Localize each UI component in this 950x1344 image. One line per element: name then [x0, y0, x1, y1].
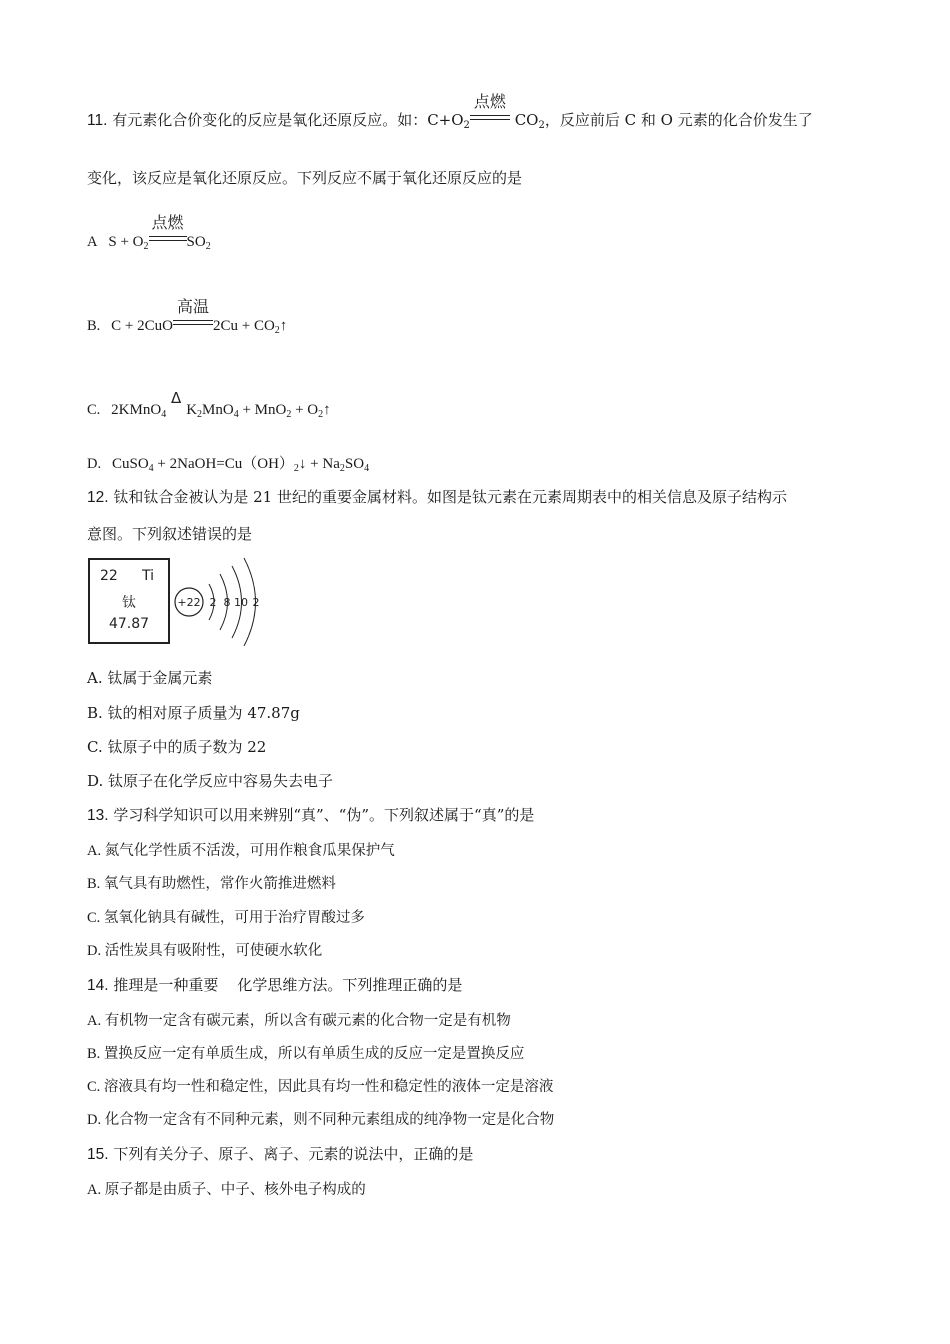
periodic-table-tile-titanium — [88, 558, 170, 644]
q11-stem-line2: 变化，该反应是氧化还原反应。下列反应不属于氧化还原反应的是 — [87, 169, 523, 187]
q13-option-d: D. 活性炭具有吸附性，可使硬水软化 — [87, 943, 323, 959]
q12-option-c: C. 钛原子中的质子数为 22 — [87, 738, 267, 756]
q14-stem: 14. 推理是一种重要 化学思维方法。下列推理正确的是 — [87, 976, 463, 994]
q15-number: 15. — [87, 1146, 109, 1163]
q11-text-after: ，反应前后 C 和 O 元素的化合价发生了 — [544, 111, 813, 129]
q14-option-a: A. 有机物一定含有碳元素，所以含有碳元素的化合物一定是有机物 — [87, 1013, 511, 1029]
q12-option-d: D. 钛原子在化学反应中容易失去电子 — [87, 772, 334, 790]
nucleus-charge: +22 — [177, 596, 201, 609]
q13-option-a: A. 氮气化学性质不活泼，可用作粮食瓜果保护气 — [87, 843, 395, 859]
q11-condition: 点燃 — [470, 105, 510, 125]
q12-stem-line2: 意图。下列叙述错误的是 — [87, 525, 253, 543]
q13-stem: 13. 学习科学知识可以用来辨别“真”、“伪”。下列叙述属于“真”的是 — [87, 806, 535, 824]
q11-option-a: A $S + O_2$ 点燃 $SO_2$ — [87, 213, 211, 252]
shell-2-electrons: 8 — [223, 596, 231, 609]
q11-product: CO — [514, 111, 539, 129]
q11a-condition: 点燃 — [149, 226, 187, 246]
q14-option-b: B. 置换反应一定有单质生成，所以有单质生成的反应一定是置换反应 — [87, 1046, 525, 1062]
q13-option-c: C. 氢氧化钠具有碱性，可用于治疗胃酸过多 — [87, 910, 365, 926]
q12-stem-line1: 12. 钛和钛合金被认为是 21 世纪的重要金属材料。如图是钛元素在元素周期表中的相关信息及原子结构示 — [87, 488, 787, 506]
q11-option-c: C. 2KMnO$_4$ Δ $K_2MnO_4 + MnO_2$ + $O_2↑$ — [87, 389, 331, 420]
q14-number: 14. — [87, 977, 109, 994]
q13-option-b: B. 氧气具有助燃性，常作火箭推进燃料 — [87, 876, 336, 892]
q13-number: 13. — [87, 807, 109, 824]
element-symbol: Ti — [141, 568, 154, 584]
shell-4-electrons: 2 — [252, 596, 260, 609]
element-name: 钛 — [122, 595, 136, 611]
q11c-condition: Δ — [171, 389, 182, 407]
q12-number: 12. — [87, 489, 109, 506]
q11-text-before: 有元素化合价变化的反应是氧化还原反应。如：C+O — [112, 111, 464, 129]
q12-option-a: A. 钛属于金属元素 — [87, 669, 213, 687]
atomic-structure-diagram — [173, 556, 265, 646]
q15-option-a: A. 原子都是由质子、中子、核外电子构成的 — [87, 1182, 366, 1198]
atomic-number: 22 — [100, 568, 118, 584]
q11-option-d: D. CuSO$_4$ + $2NaOH=Cu(OH)_2↓ + Na_2SO_4$ — [87, 456, 370, 474]
q11b-condition: 高温 — [173, 310, 213, 330]
shell-3-electrons: 10 — [234, 596, 248, 609]
q14-option-d: D. 化合物一定含有不同种元素，则不同种元素组成的纯净物一定是化合物 — [87, 1112, 555, 1128]
q15-stem: 15. 下列有关分子、原子、离子、元素的说法中，正确的是 — [87, 1145, 474, 1163]
q12-option-b: B. 钛的相对原子质量为 47.87g — [87, 704, 300, 722]
equals-sign-double — [470, 115, 510, 120]
q11-stem-line1: 11. 有元素化合价变化的反应是氧化还原反应。如：$C+O_2$ 点燃 $CO_2$，反应前后 C 和 O 元素的化合价发生了 — [87, 92, 813, 131]
q11-option-b: B. C + 2CuO 高温 $2Cu + CO_2↑$ — [87, 297, 288, 336]
q11-number: 11. — [87, 112, 108, 129]
shell-1-electrons: 2 — [209, 596, 217, 609]
q14-option-c: C. 溶液具有均一性和稳定性，因此具有均一性和稳定性的液体一定是溶液 — [87, 1079, 554, 1095]
atomic-mass: 47.87 — [108, 616, 150, 632]
